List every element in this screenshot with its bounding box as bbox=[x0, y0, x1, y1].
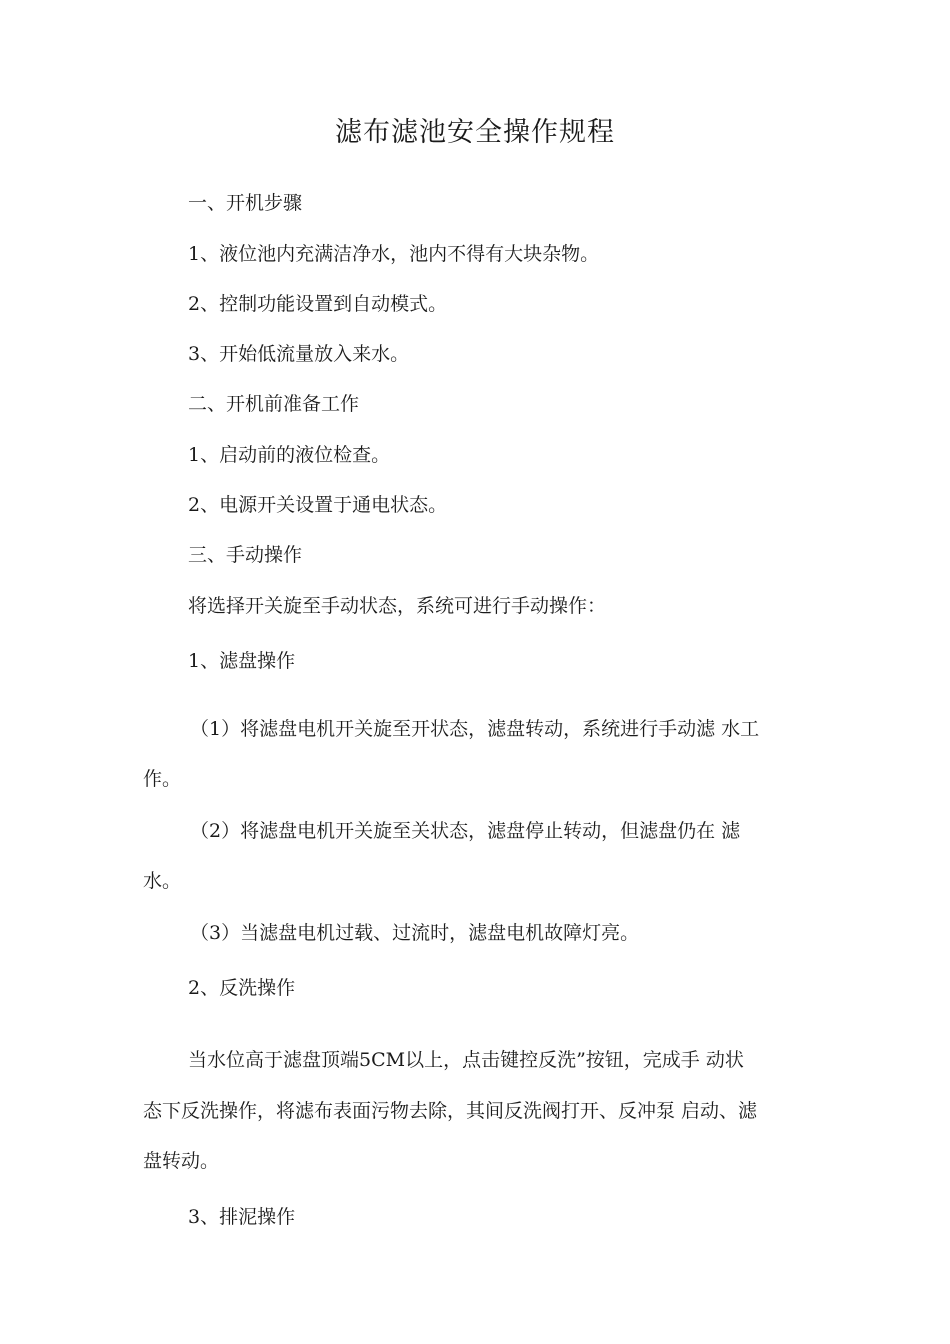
backwash-paragraph-line2: 态下反洗操作，将滤布表面污物去除，其间反洗阀打开、反冲泵 启动、滤 bbox=[143, 1100, 758, 1122]
backwash-operation-heading: 2、反洗操作 bbox=[188, 977, 296, 999]
section-heading-startup-steps: 一、开机步骤 bbox=[188, 192, 303, 214]
section-heading-preparation: 二、开机前准备工作 bbox=[188, 393, 360, 415]
document-title: 滤布滤池安全操作规程 bbox=[335, 117, 615, 148]
section-heading-manual-operation: 三、手动操作 bbox=[188, 544, 303, 566]
sludge-discharge-heading: 3、排泥操作 bbox=[188, 1206, 296, 1228]
startup-step-2: 2、控制功能设置到自动模式。 bbox=[188, 293, 448, 315]
disc-operation-item-2-line1: （2）将滤盘电机开关旋至关状态，滤盘停止转动，但滤盘仍在 滤 bbox=[190, 820, 741, 842]
preparation-item-2: 2、电源开关设置于通电状态。 bbox=[188, 494, 448, 516]
disc-operation-item-3: （3）当滤盘电机过载、过流时，滤盘电机故障灯亮。 bbox=[190, 922, 640, 944]
disc-operation-item-1-line1: （1）将滤盘电机开关旋至开状态，滤盘转动，系统进行手动滤 水工 bbox=[190, 718, 760, 740]
startup-step-1: 1、液位池内充满洁净水，池内不得有大块杂物。 bbox=[188, 243, 600, 265]
preparation-item-1: 1、启动前的液位检查。 bbox=[188, 444, 391, 466]
manual-operation-intro: 将选择开关旋至手动状态，系统可进行手动操作： bbox=[188, 595, 607, 617]
disc-operation-item-1-line2: 作。 bbox=[143, 768, 182, 790]
startup-step-3: 3、开始低流量放入来水。 bbox=[188, 343, 410, 365]
disc-operation-heading: 1、滤盘操作 bbox=[188, 650, 296, 672]
disc-operation-item-2-line2: 水。 bbox=[143, 870, 182, 892]
backwash-paragraph-line3: 盘转动。 bbox=[143, 1150, 220, 1172]
backwash-paragraph-line1: 当水位高于滤盘顶端5CM以上，点击键控反洗”按钮，完成手 动状 bbox=[188, 1049, 744, 1071]
